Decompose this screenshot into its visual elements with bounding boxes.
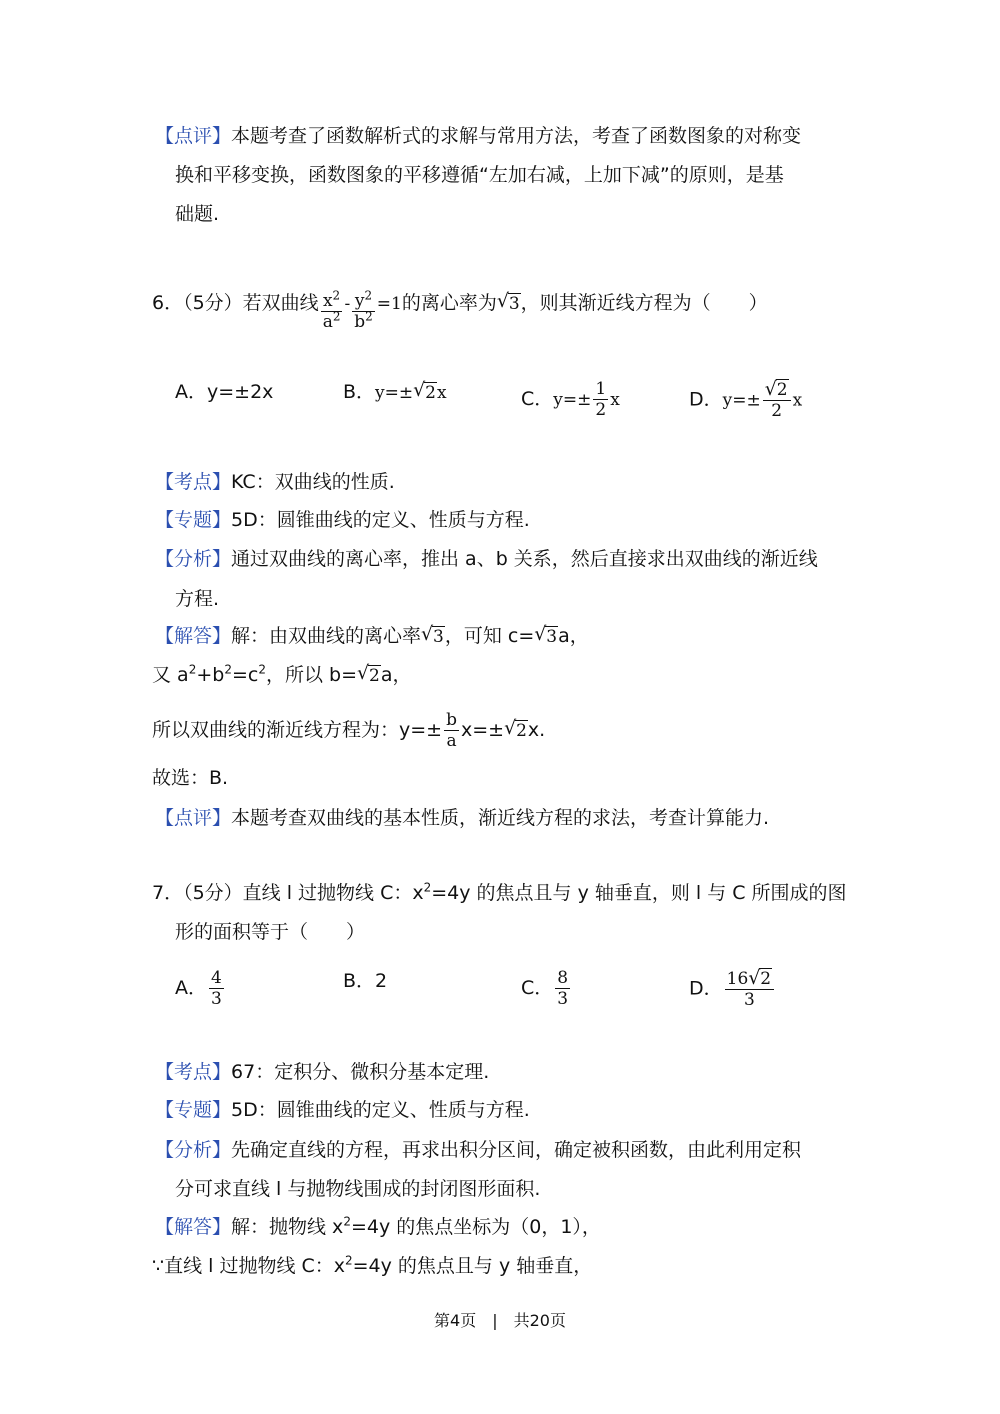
fraction-y2-b2: $\frac{y^2}{b^2}$: [354, 288, 373, 332]
q6-jieda-line-2: 又 $a^2+b^2=c^2$，所以 b= √ 2a，: [152, 662, 412, 686]
q7-fenxi-line-1: 【分析】先确定直线的方程，再求出积分区间，确定被积函数，由此利用定积: [155, 1139, 802, 1161]
prev-comment-line-3: 础题.: [175, 203, 220, 225]
q7-option-d[interactable]: D． 16 √ 2 3: [689, 968, 776, 1010]
page-footer: 第4页 | 共20页: [434, 1311, 566, 1330]
q6-jieda-line-1: 【解答】解：由双曲线的离心率 √ 3，可知 c= √ 3a，: [155, 623, 589, 647]
q7-option-a[interactable]: A． $\frac{4}{3}$: [175, 968, 222, 1009]
q6-choose: 故选：B.: [152, 767, 229, 789]
sqrt-2: √ 2: [413, 379, 436, 403]
fraction-8-3: $\frac{8}{3}$: [557, 968, 569, 1009]
q6-option-c[interactable]: C．y=± $\frac{1}{2}$ x: [521, 379, 620, 420]
q7-jieda-line-1: 【解答】解：抛物线 $x^2=4y$ 的焦点坐标为（0，1），: [155, 1214, 601, 1238]
q6-fenxi-line-2: 方程.: [175, 588, 220, 610]
fraction-sqrt2-2: √ 2 2: [763, 379, 791, 421]
question-7-stem-line-2: 形的面积等于（ ）: [175, 921, 366, 943]
q6-option-b[interactable]: B．y=± √ 2x: [343, 379, 447, 406]
question-6-stem: 6．（5分）若双曲线 $\frac{x^2}{a^2}$ - $\frac{y^2}{b^2}$ =1的离心率为 √ 3，则其渐近线方程为（ ）: [152, 288, 768, 332]
q6-kaodian: 【考点】KC：双曲线的性质.: [155, 471, 395, 493]
question-number: 6．（5分）若双曲线: [152, 292, 319, 314]
q7-option-c[interactable]: C． $\frac{8}{3}$: [521, 968, 569, 1009]
q7-jieda-line-2: ∵直线 l 过抛物线 C：$x^2=4y$ 的焦点且与 y 轴垂直，: [152, 1253, 593, 1277]
fraction-4-3: $\frac{4}{3}$: [211, 968, 222, 1009]
fraction-1-2: $\frac{1}{2}$: [595, 379, 607, 420]
comment-text: 本题考查了函数解析式的求解与常用方法，考查了函数图象的对称变: [231, 125, 802, 147]
q6-option-a[interactable]: A．y=±2x: [175, 381, 274, 403]
q7-fenxi-line-2: 分可求直线 l 与抛物线围成的封闭图形面积.: [175, 1178, 541, 1200]
q7-option-b[interactable]: B．2: [343, 970, 388, 992]
q6-zhuanti: 【专题】5D：圆锥曲线的定义、性质与方程.: [155, 509, 530, 531]
prev-comment-line-1: [155, 123, 801, 149]
fraction-b-a: $\frac{b}{a}$: [446, 710, 457, 751]
sqrt-3: √ 3: [496, 290, 520, 314]
q6-option-d[interactable]: D．y=± √ 2 2 x: [689, 378, 803, 421]
q7-zhuanti: 【专题】5D：圆锥曲线的定义、性质与方程.: [155, 1099, 530, 1121]
comment-tag: 【点评】: [155, 125, 232, 147]
q7-kaodian: 【考点】67：定积分、微积分基本定理.: [155, 1061, 490, 1083]
fraction-x2-a2: $\frac{x^2}{a^2}$: [322, 288, 341, 332]
q6-comment: 【点评】本题考查双曲线的基本性质，渐近线方程的求法，考查计算能力.: [155, 807, 770, 829]
prev-comment-line-2: 换和平移变换，函数图象的平移遵循“左加右减，上加下减”的原则，是基: [175, 164, 784, 186]
fraction-16sqrt2-3: 16 √ 2 3: [725, 968, 774, 1010]
question-7-stem-line-1: 7．（5分）直线 l 过抛物线 C：$x^2=4y$ 的焦点且与 y 轴垂直，则 l 与 C 所围成的图: [152, 880, 847, 904]
q6-fenxi-line-1: 【分析】通过双曲线的离心率，推出 a、b 关系，然后直接求出双曲线的渐近线: [155, 548, 818, 570]
q6-jieda-line-3: 所以双曲线的渐近线方程为：y=± $\frac{b}{a}$ x=± √ 2x.: [152, 710, 546, 751]
